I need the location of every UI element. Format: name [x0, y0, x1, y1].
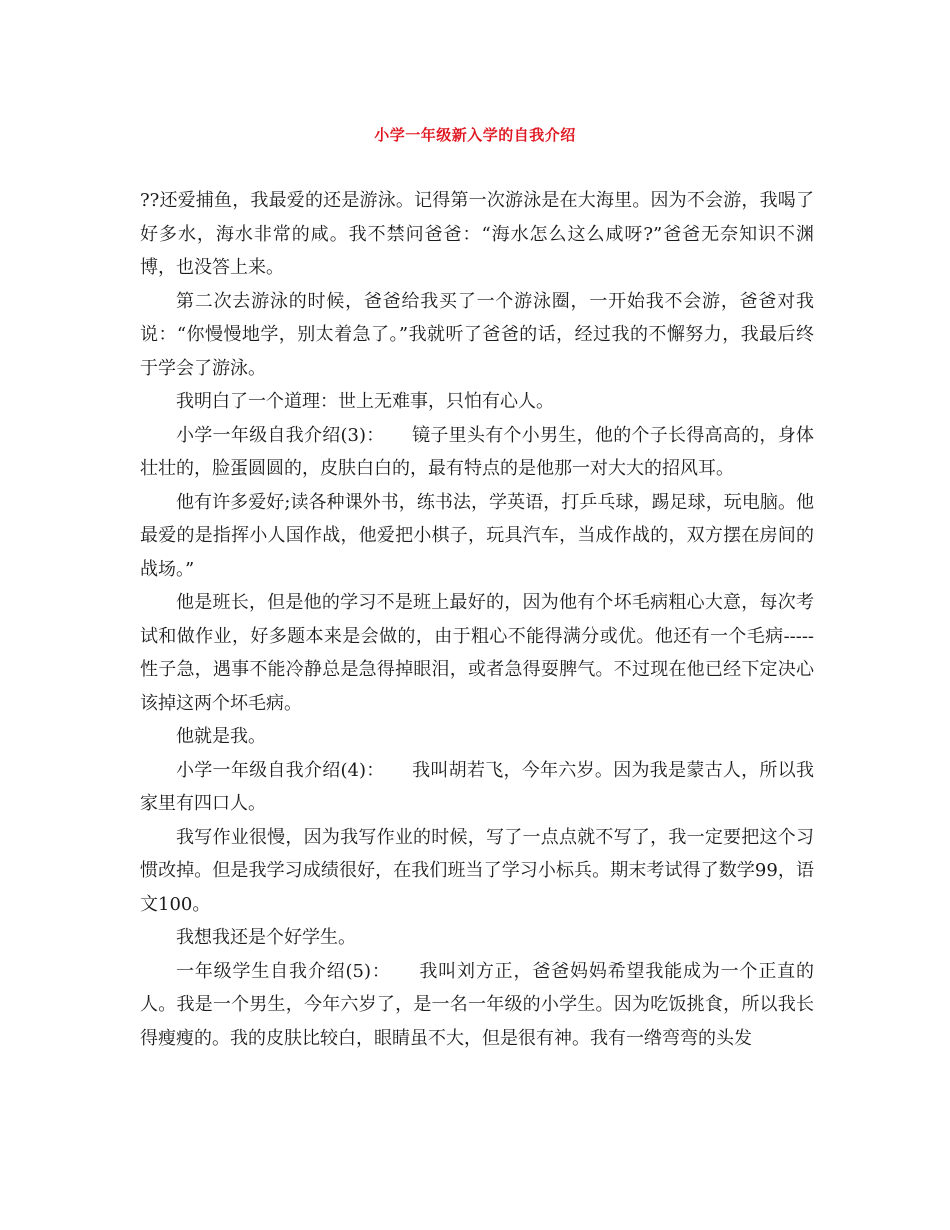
paragraph: 一年级学生自我介绍(5)： 我叫刘方正，爸爸妈妈希望我能成为一个正直的人。我是一个男生，今年六岁了，是一名一年级的小学生。因为吃饭挑食，所以我长得瘦瘦的。我的皮肤比较白，眼睛虽不大，但是很有神。我有一绺弯弯的头发	[140, 960, 814, 1049]
paragraph: 他有许多爱好;读各种课外书，练书法，学英语，打乒乓球，踢足球，玩电脑。他最爱的是指挥小人国作战，他爱把小棋子，玩具汽车，当成作战的，双方摆在房间的战场。”	[140, 491, 814, 580]
document-title: 小学一年级新入学的自我介绍	[374, 126, 576, 144]
paragraph: 他就是我。	[176, 726, 266, 747]
paragraph: 我想我还是个好学生。	[176, 927, 356, 948]
paragraph: 我明白了一个道理：世上无难事，只怕有心人。	[176, 391, 554, 412]
document-body	[140, 184, 814, 1055]
paragraph: ??还爱捕鱼，我最爱的还是游泳。记得第一次游泳是在大海里。因为不会游，我喝了好多水，海水非常的咸。我不禁问爸爸：“海水怎么这么咸呀?”爸爸无奈知识不渊博，也没答上来。	[140, 190, 814, 278]
paragraph: 我写作业很慢，因为我写作业的时候，写了一点点就不写了，我一定要把这个习惯改掉。但是我学习成绩很好，在我们班当了学习小标兵。期末考试得了数学99，语文100。	[140, 826, 814, 915]
paragraph: 小学一年级自我介绍(4)： 我叫胡若飞，今年六岁。因为我是蒙古人，所以我家里有四口人。	[140, 759, 814, 814]
paragraph: 小学一年级自我介绍(3)： 镜子里头有个小男生，他的个子长得高高的，身体壮壮的，脸蛋圆圆的，皮肤白白的，最有特点的是他那一对大大的招风耳。	[140, 424, 814, 479]
paragraph: 他是班长，但是他的学习不是班上最好的，因为他有个坏毛病粗心大意，每次考试和做作业，好多题本来是会做的，由于粗心不能得满分或优。他还有一个毛病-----性子急，遇事不能冷静总是急得掉眼泪，或者急得耍脾气。不过现在他已经下定决心该掉这两个坏毛病。	[140, 592, 814, 714]
paragraph: 第二次去游泳的时候，爸爸给我买了一个游泳圈，一开始我不会游，爸爸对我说：“你慢慢地学，别太着急了。”我就听了爸爸的话，经过我的不懈努力，我最后终于学会了游泳。	[140, 290, 814, 379]
